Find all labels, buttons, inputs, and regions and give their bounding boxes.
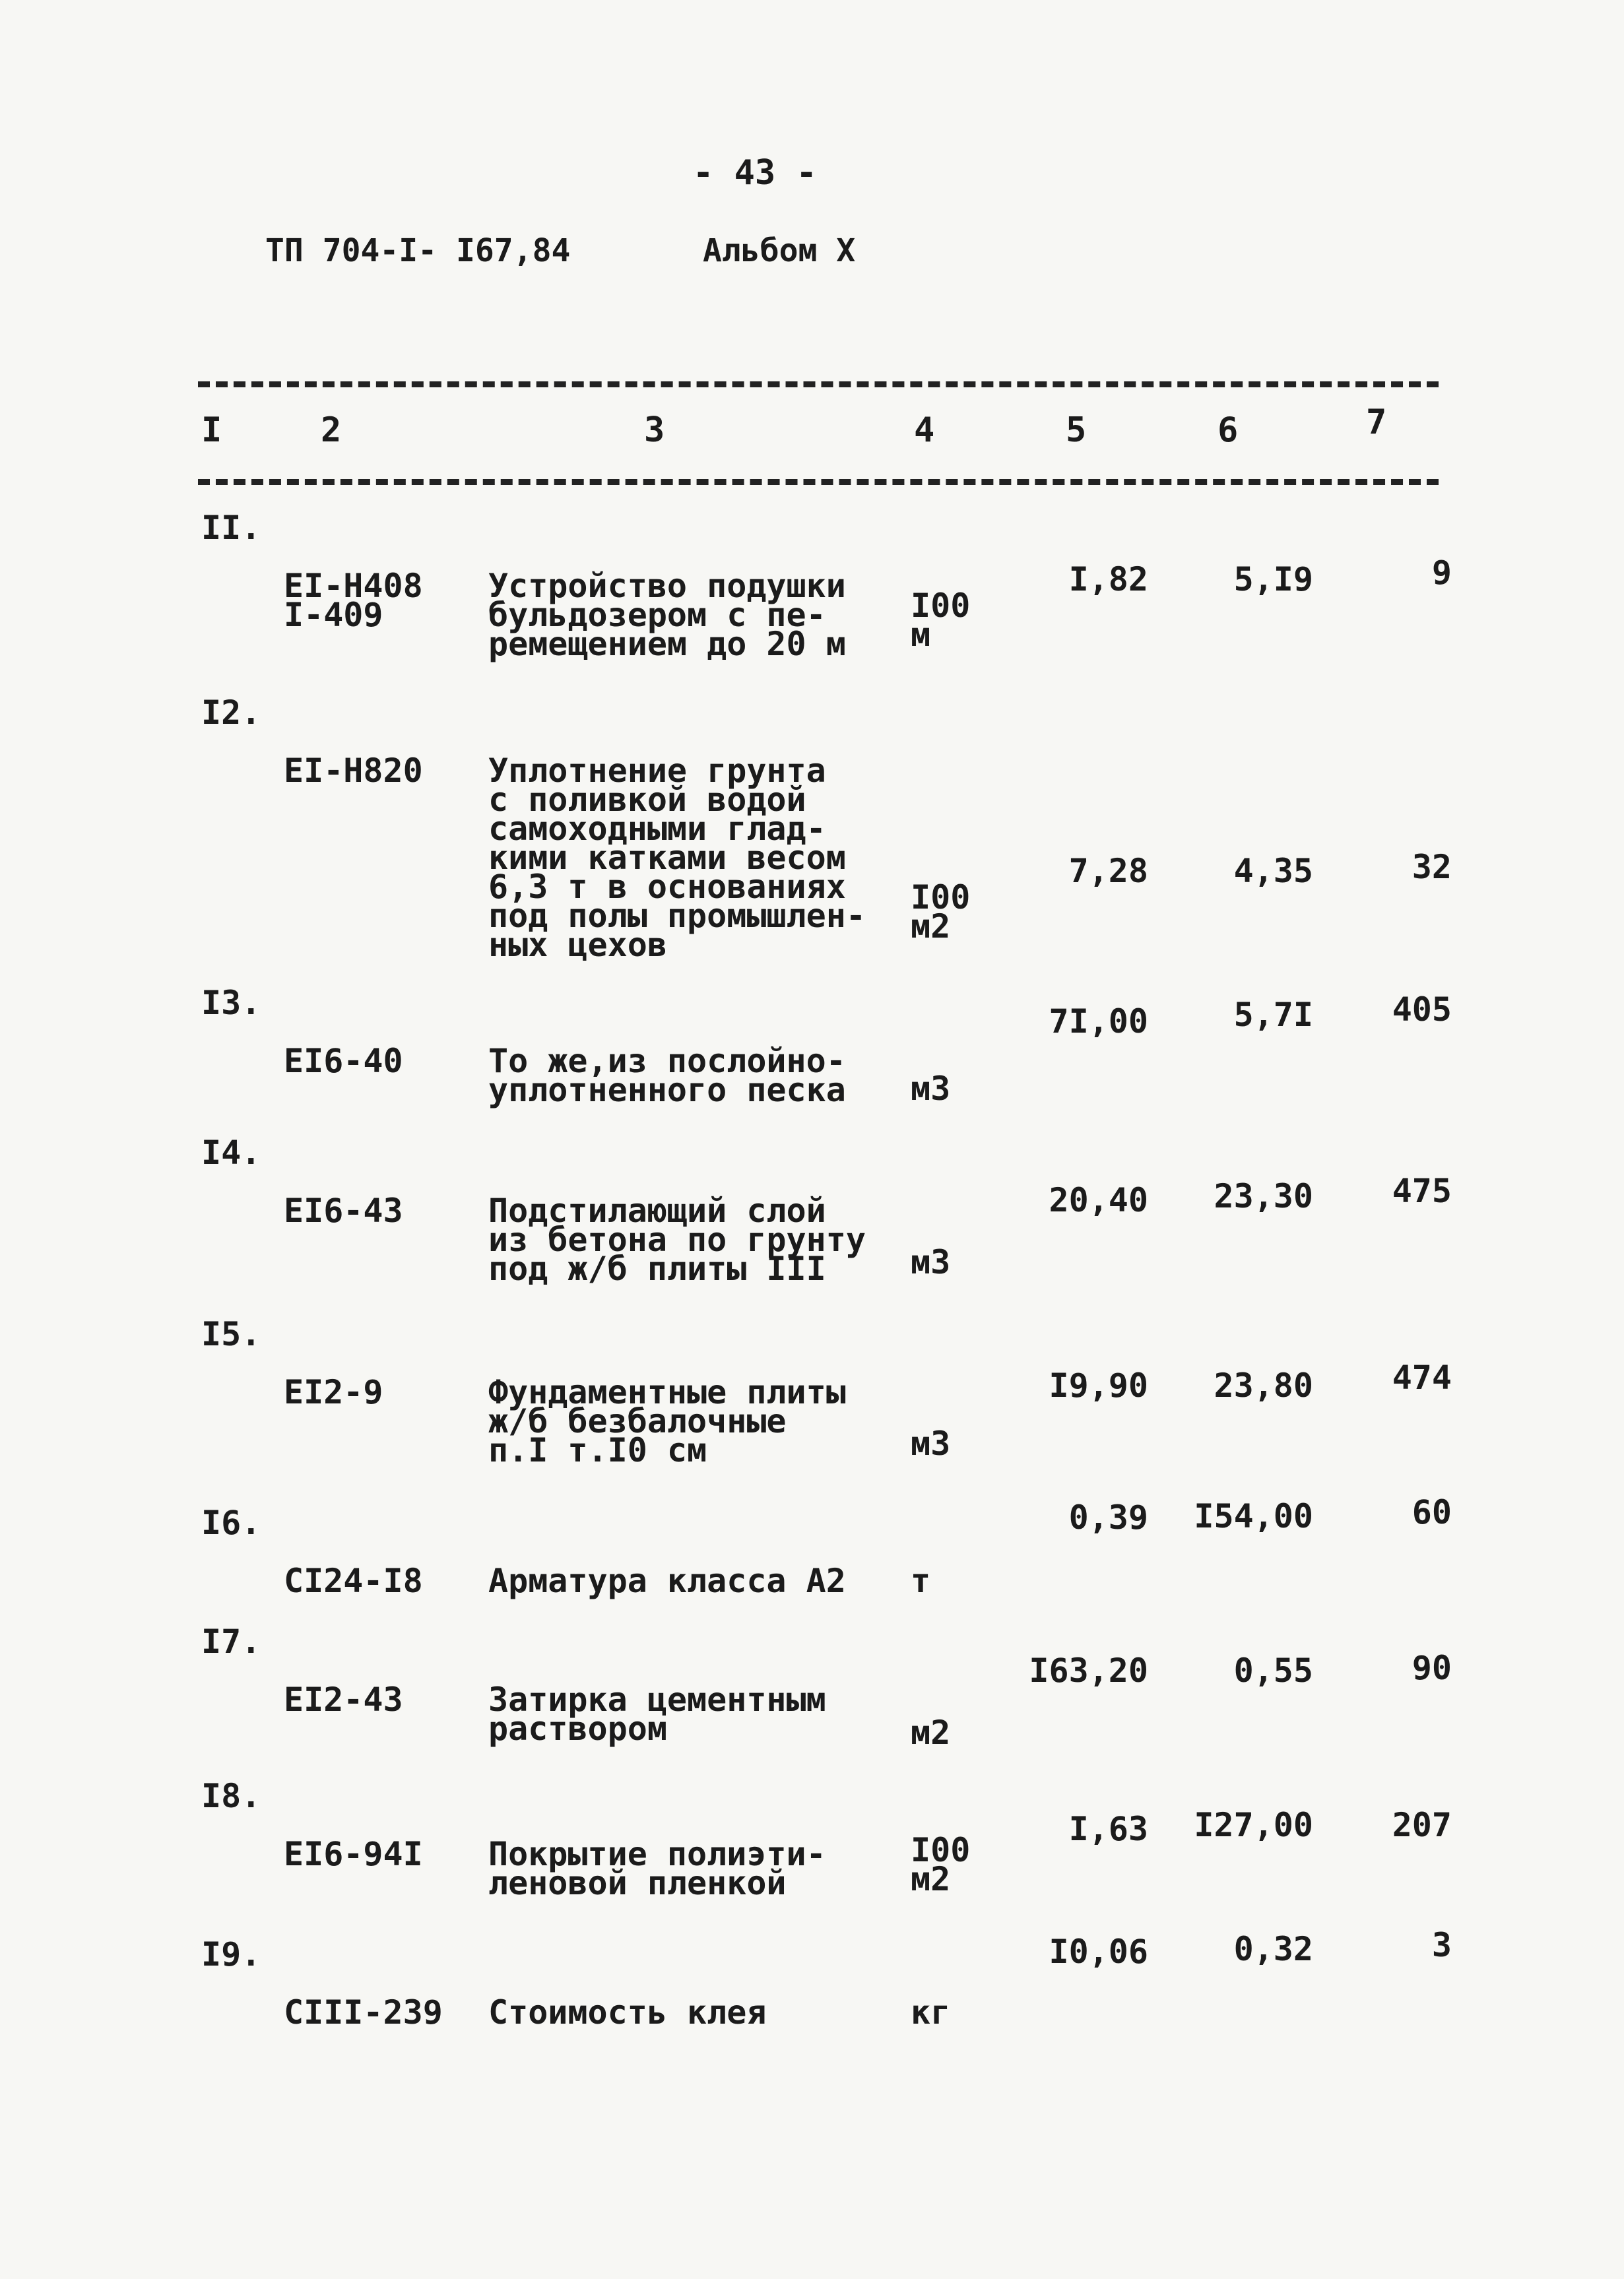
work-description: Фундаментные плиты ж/б безбалочные п.I т.I0 см (488, 1373, 846, 1469)
total: 405 (1392, 990, 1452, 1029)
document-code: ТП 704-I- I67,84 (265, 232, 571, 269)
total: 60 (1412, 1493, 1452, 1531)
quantity: I,63 (1068, 1810, 1148, 1848)
total: 474 (1392, 1359, 1452, 1397)
rate-code: EI-H408 I-409 (284, 567, 423, 634)
column-header-6: 6 (1218, 410, 1239, 450)
unit: кг (911, 1993, 951, 2032)
unit-price: 23,80 (1214, 1366, 1313, 1405)
unit: м3 (911, 1070, 951, 1108)
row-number: I7. (201, 1622, 261, 1661)
work-description: Затирка цементным раствором (488, 1681, 826, 1748)
quantity: 20,40 (1049, 1181, 1148, 1219)
row-number: I6. (201, 1504, 261, 1542)
unit-price: 5,I9 (1233, 560, 1313, 598)
unit-price: I54,00 (1194, 1497, 1313, 1535)
quantity: I0,06 (1049, 1933, 1148, 1971)
quantity: 7,28 (1068, 852, 1148, 890)
rate-code: EI6-94I (284, 1835, 423, 1873)
column-header-2: 2 (321, 410, 342, 450)
table-top-rule (198, 381, 1439, 387)
row-number: I9. (201, 1935, 261, 1974)
column-header-1: I (201, 410, 222, 450)
rate-code: EI2-43 (284, 1681, 403, 1719)
unit: I00 м2 (911, 1831, 971, 1898)
row-number: I5. (201, 1315, 261, 1353)
unit: I00 м (911, 587, 971, 654)
rate-code: EI6-40 (284, 1042, 403, 1080)
work-description: Устройство подушки бульдозером с пе- ремещением до 20 м (488, 567, 846, 663)
total: 3 (1431, 1926, 1452, 1964)
row-number: II. (201, 509, 261, 547)
rate-code: CIII-239 (284, 1993, 443, 2032)
unit: м3 (911, 1243, 951, 1281)
total: 90 (1412, 1649, 1452, 1687)
quantity: I9,90 (1049, 1366, 1148, 1405)
rate-code: EI-H820 (284, 752, 423, 790)
total: 475 (1392, 1172, 1452, 1210)
column-header-4: 4 (914, 410, 935, 450)
unit-price: 4,35 (1233, 852, 1313, 890)
work-description: Арматура класса A2 (488, 1562, 846, 1600)
row-number: I4. (201, 1134, 261, 1172)
quantity: I63,20 (1029, 1652, 1148, 1690)
work-description: Уплотнение грунта с поливкой водой самоходными глад- кими катками весом 6,3 т в основаниях под полы промышлен- ных цехов (488, 752, 866, 964)
rate-code: CI24-I8 (284, 1562, 423, 1600)
quantity: I,82 (1068, 560, 1148, 598)
unit: м3 (911, 1425, 951, 1463)
unit-price: I27,00 (1194, 1806, 1313, 1844)
total: 9 (1431, 554, 1452, 592)
album-label: Альбом X (703, 232, 856, 269)
unit-price: 23,30 (1214, 1177, 1313, 1215)
row-number: I2. (201, 693, 261, 732)
unit: м2 (911, 1714, 951, 1752)
column-header-5: 5 (1066, 410, 1087, 450)
quantity: 7I,00 (1049, 1002, 1148, 1041)
unit: т (911, 1562, 931, 1600)
row-number: I8. (201, 1777, 261, 1815)
unit-price: 0,32 (1233, 1930, 1313, 1968)
work-description: Покрытие полиэти- леновой пленкой (488, 1835, 826, 1902)
total: 32 (1412, 848, 1452, 886)
work-description: Стоимость клея (488, 1993, 767, 2032)
work-description: То же,из послойно- уплотненного песка (488, 1042, 846, 1109)
work-description: Подстилающий слой из бетона по грунту под ж/б плиты III (488, 1192, 866, 1288)
page-number: - 43 - (693, 153, 817, 193)
quantity: 0,39 (1068, 1498, 1148, 1537)
unit: I00 м2 (911, 878, 971, 946)
rate-code: EI6-43 (284, 1192, 403, 1230)
total: 207 (1392, 1806, 1452, 1844)
rate-code: EI2-9 (284, 1373, 383, 1411)
column-header-7: 7 (1366, 402, 1387, 442)
table-header-rule (198, 479, 1439, 485)
unit-price: 0,55 (1233, 1652, 1313, 1690)
unit-price: 5,7I (1233, 996, 1313, 1034)
column-header-3: 3 (644, 410, 665, 450)
row-number: I3. (201, 984, 261, 1022)
